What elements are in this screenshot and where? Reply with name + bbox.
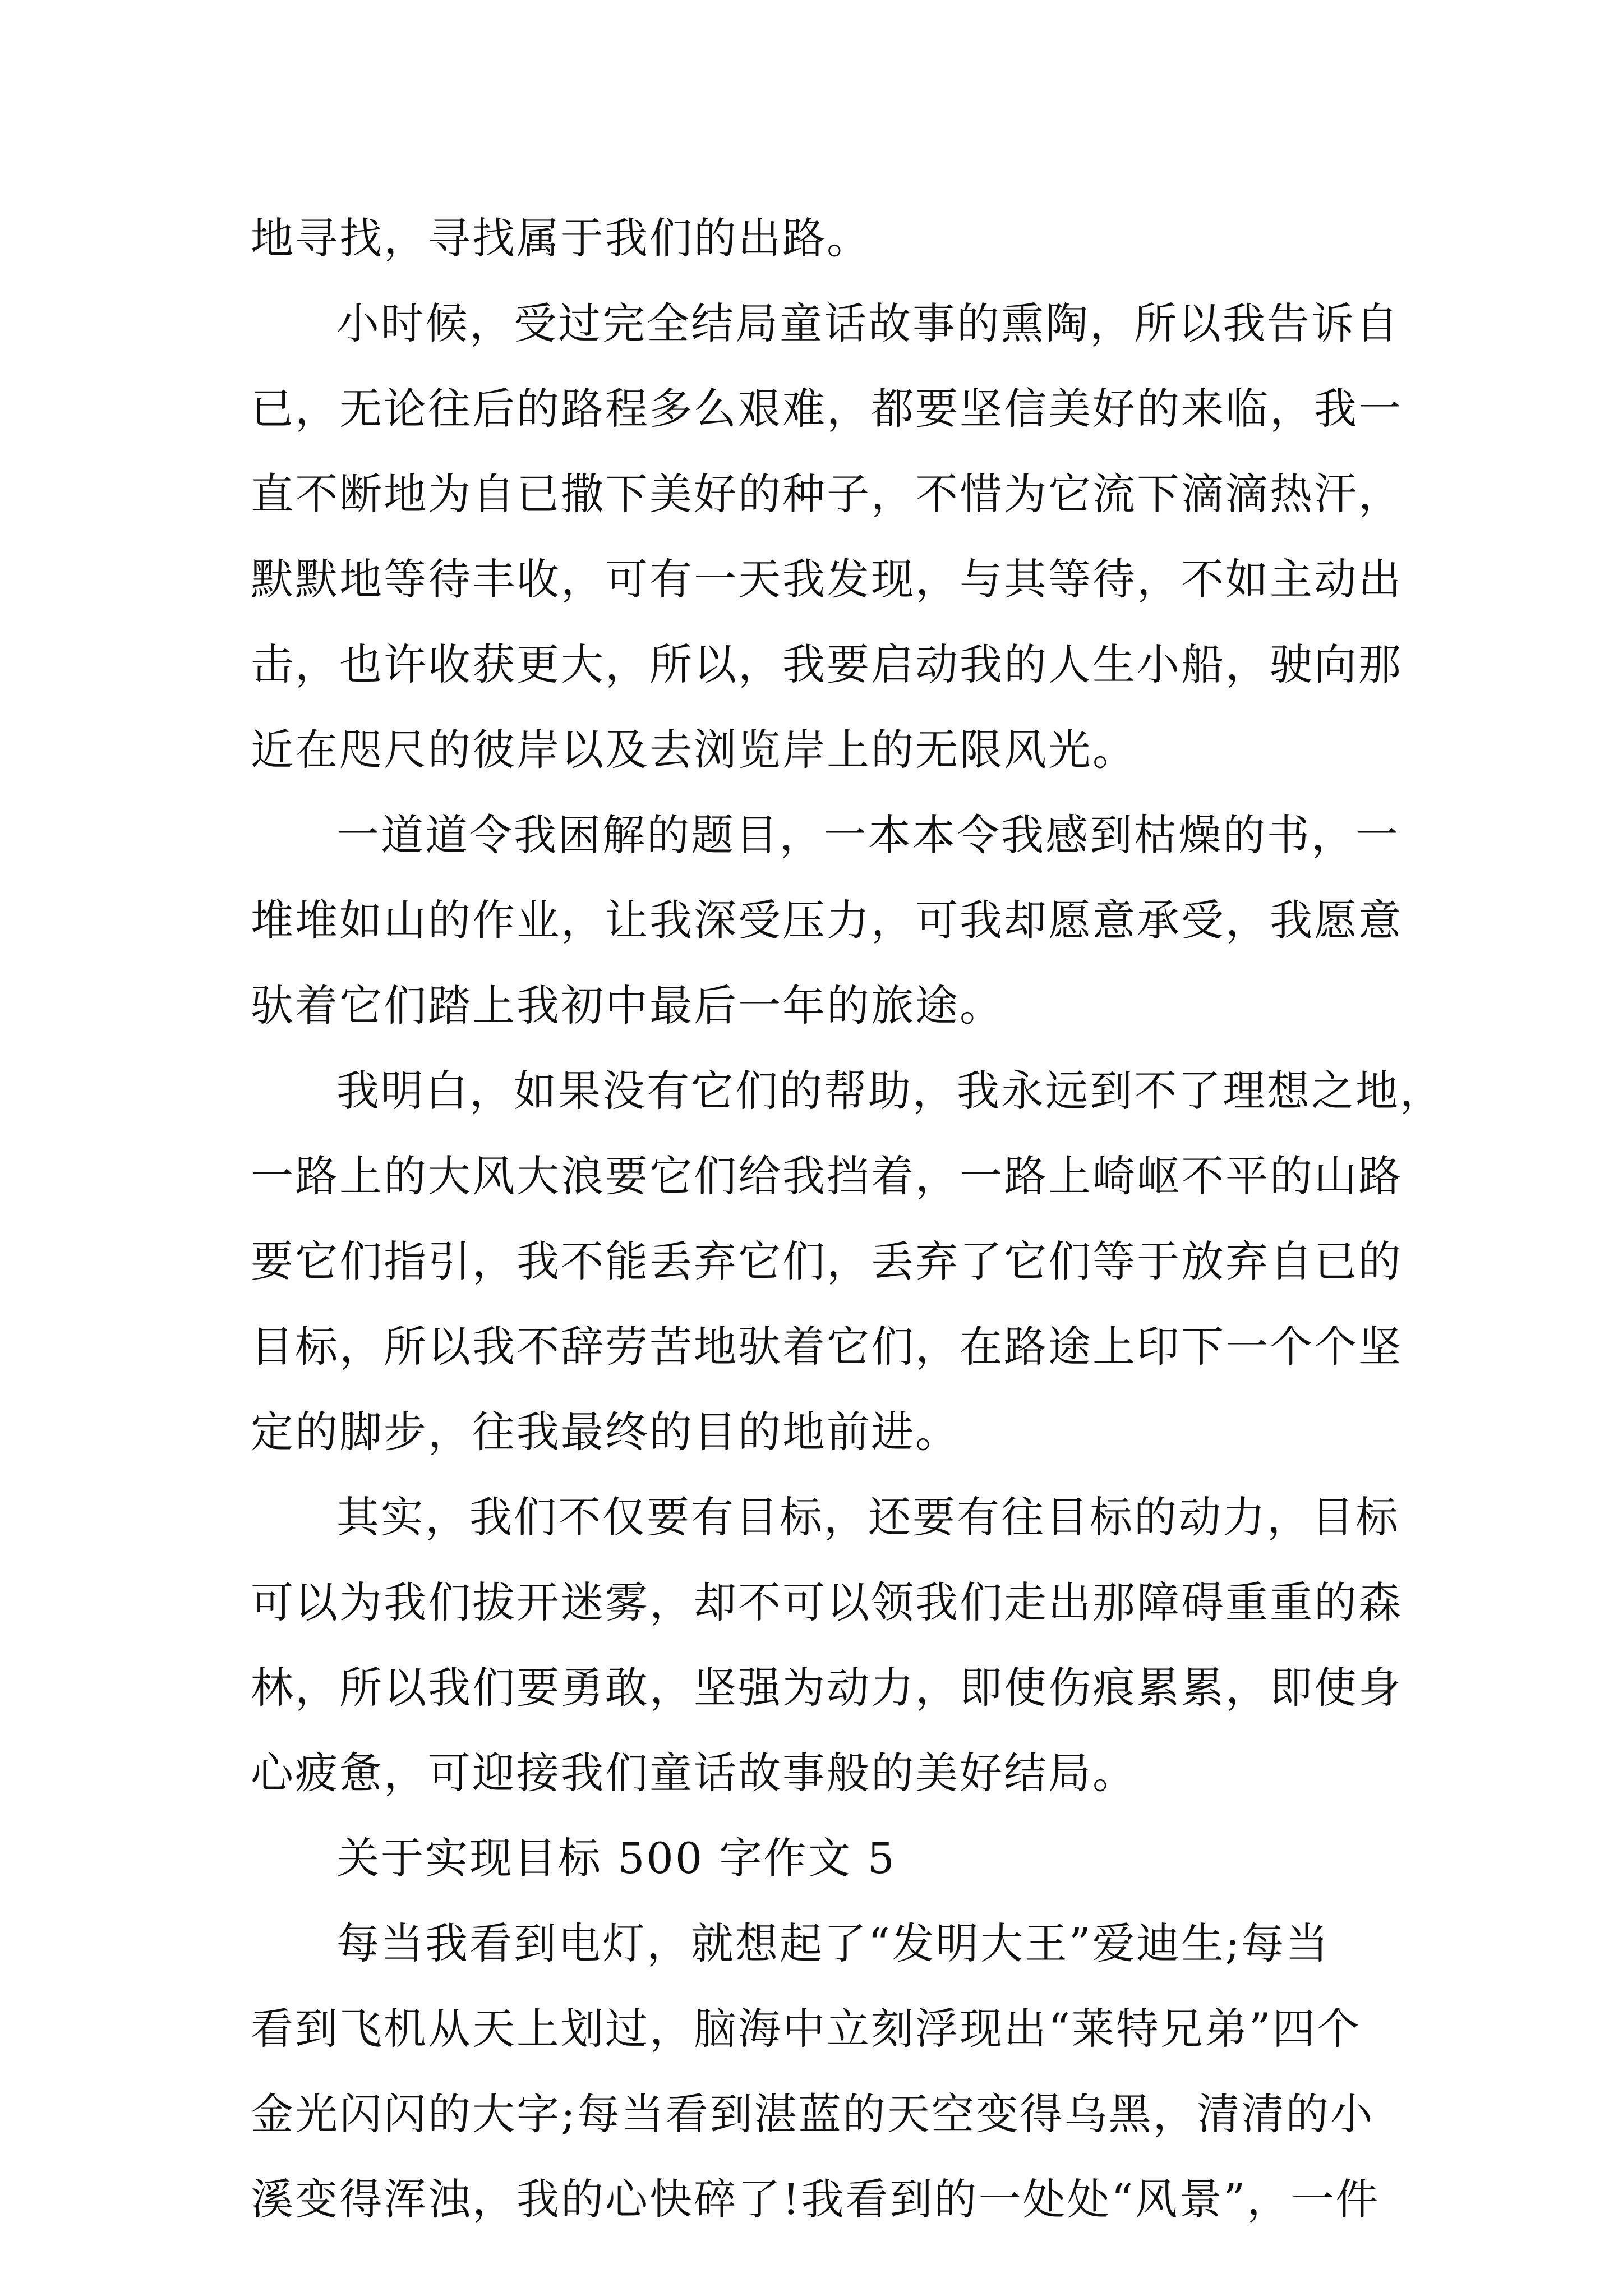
text-line: 定的脚步，往我最终的目的地前进。 xyxy=(251,1407,960,1457)
text-line: 已，无论往后的路程多么艰难，都要坚信美好的来临，我一 xyxy=(251,384,1403,434)
text-line: 直不断地为自已撒下美好的种子，不惜为它流下滴滴热汗， xyxy=(251,469,1403,519)
text-line: 要它们指引，我不能丢弃它们，丢弃了它们等于放弃自已的 xyxy=(251,1236,1403,1286)
paragraph-first-line: 小时候，受过完全结局童话故事的熏陶，所以我告诉自 xyxy=(336,298,1400,348)
paragraph-first-line: 每当我看到电灯，就想起了“发明大王”爱迪生;每当 xyxy=(336,1918,1330,1968)
text-line: 目标，所以我不辞劳苦地驮着它们，在路途上印下一个个坚 xyxy=(251,1322,1403,1372)
paragraph-first-line: 一道道令我困解的题目，一本本令我感到枯燥的书，一 xyxy=(336,810,1400,860)
text-line: 溪变得浑浊，我的心快碎了!我看到的一处处“风景”，一件 xyxy=(251,2174,1380,2224)
text-line: 可以为我们拔开迷雾，却不可以领我们走出那障碍重重的森 xyxy=(251,1577,1403,1627)
section-heading: 关于实现目标 500 字作文 5 xyxy=(336,1833,896,1883)
text-line: 击，也许收获更大，所以，我要启动我的人生小船，驶向那 xyxy=(251,639,1403,689)
text-line: 地寻找，寻找属于我们的出路。 xyxy=(251,213,871,263)
text-line: 林，所以我们要勇敢，坚强为动力，即使伤痕累累，即使身 xyxy=(251,1663,1403,1713)
paragraph-first-line: 其实，我们不仅要有目标，还要有往目标的动力，目标 xyxy=(336,1492,1400,1542)
text-line: 看到飞机从天上划过，脑海中立刻浮现出“莱特兄弟”四个 xyxy=(251,2004,1361,2054)
paragraph-first-line: 我明白，如果没有它们的帮助，我永远到不了理想之地， xyxy=(336,1066,1444,1116)
text-line: 心疲惫，可迎接我们童话故事般的美好结局。 xyxy=(251,1748,1137,1798)
text-line: 默默地等待丰收，可有一天我发现，与其等待，不如主动出 xyxy=(251,554,1403,604)
text-line: 金光闪闪的大字;每当看到湛蓝的天空变得乌黑，清清的小 xyxy=(251,2089,1375,2139)
text-line: 一路上的大风大浪要它们给我挡着，一路上崎岖不平的山路 xyxy=(251,1151,1403,1201)
text-line: 近在咫尺的彼岸以及去浏览岸上的无限风光。 xyxy=(251,725,1137,775)
text-line: 驮着它们踏上我初中最后一年的旅途。 xyxy=(251,981,1004,1030)
text-line: 堆堆如山的作业，让我深受压力，可我却愿意承受，我愿意 xyxy=(251,895,1403,945)
